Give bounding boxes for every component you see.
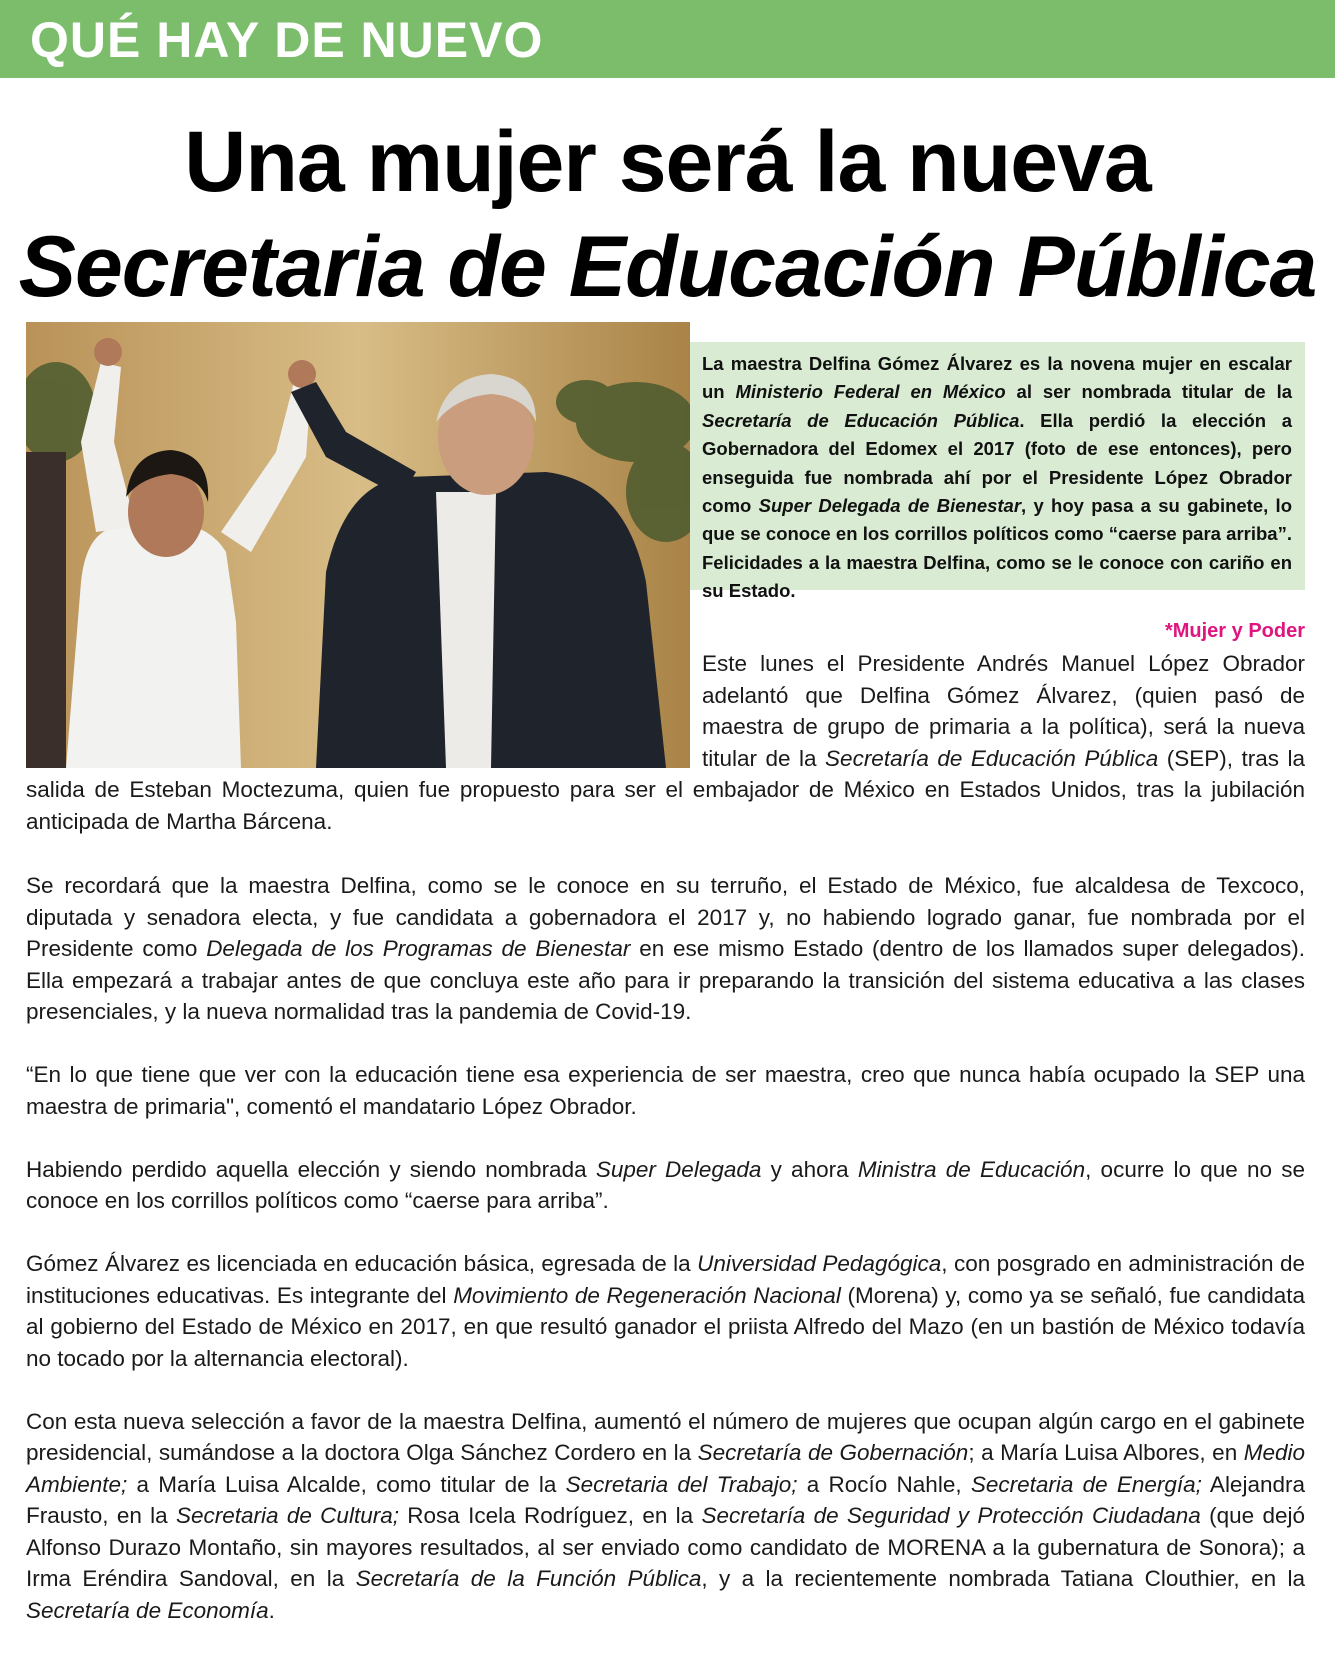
paragraph-3: “En lo que tiene que ver con la educación tiene esa experiencia de ser maestra, creo que nunca había ocupado la SEP una maestra de primaria", comentó el mandatario López Obrador. [26,1062,1305,1119]
paragraph-1: Este lunes el Presidente Andrés Manuel López Obrador adelantó que Delfina Gómez Álvarez, (quien pasó de maestra de grupo de primaria a la política), será la nueva titular de la Secretaría de Educación Pública (SEP), tras la salida de Esteban Moctezuma, quien fue propuesto para ser el embajador de México en Estados Unidos, tras la jubilación anticipada de Martha Bárcena. [26,651,1305,834]
paragraph-6: Con esta nueva selección a favor de la maestra Delfina, aumentó el número de mujeres que ocupan algún cargo en el gabinete presidencial, sumándose a la doctora Olga Sánchez Cordero en la Secretaría de Gobernación; a María Luisa Albores, en Medio Ambiente; a María Luisa Alcalde, como titular de la Secretaria del Trabajo; a Rocío Nahle, Secretaria de Energía; Alejandra Frausto, en la Secretaria de Cultura; Rosa Icela Rodríguez, en la Secretaría de Seguridad y Protección Ciudadana (que dejó Alfonso Durazo Montaño, sin mayores resultados, al ser enviado como candidato de MORENA a la gubernatura de Sonora); a Irma Eréndira Sandoval, en la Secretaría de la Función Pública, y a la recientemente nombrada Tatiana Clouthier, en la Secretaría de Economía. [26,1408,1306,1623]
paragraph-2: Se recordará que la maestra Delfina, como se le conoce en su terruño, el Estado de México, fue alcaldesa de Texcoco, diputada y senadora electa, y fue candidata a gobernadora el 2017 y, no habiendo logrado ganar, fue nombrada por el Presidente como Delegada de los Programas de Bienestar en ese mismo Estado (dentro de los llamados super delegados). Ella empezará a trabajar antes de que concluya este año para ir preparando la transición del sistema educativa a las clases presenciales, y la nueva normalidad tras la pandemia de Covid-19. [26,873,1305,1024]
article-headline [0,112,1335,322]
highlight-box [690,342,1305,602]
paragraph-5: Gómez Álvarez es licenciada en educación básica, egresada de la Universidad Pedagógica, con posgrado en administración de instituciones educativas. Es integrante del Movimiento de Regeneración Nacional (Morena) y, como ya se señaló, fue candidata al gobierno del Estado de México en 2017, en que resultó ganador el priista Alfredo del Mazo (en un bastión de México todavía no tocado por la alternancia electoral). [26,1251,1306,1371]
paragraph-4: Habiendo perdido aquella elección y siendo nombrada Super Delegada y ahora Ministra de Educación, ocurre lo que no se conoce en los corrillos políticos como “caerse para arriba”. [26,1156,1305,1213]
byline: *Mujer y Poder [1164,620,1305,642]
section-banner [0,0,1335,78]
highlight-text: La maestra Delfina Gómez Álvarez es la novena mujer en escalar un Ministerio Federal en México al ser nombrada titular de la Secretaría de Educación Pública. Ella perdió la elección a Gobernadora del Edomex el 2017 (foto de ese entonces), pero enseguida fue nombrada ahí por el Presidente López Obrador como Super Delegada de Bienestar, y hoy pasa a su gabinete, lo que se conoce en los corrillos políticos como “caerse para arriba”. Felicidades a la maestra Delfina, como se le conoce con cariño en su Estado. [702,353,1292,602]
headline-line-1: Una mujer será la nueva [184,114,1151,210]
section-label: QUÉ HAY DE NUEVO [30,12,544,68]
photo-float-spacer [26,648,702,772]
intro-paragraph-wrap [26,648,1305,837]
headline-line-2: Secretaria de Educación Pública [18,219,1317,315]
article-body [26,870,1305,1658]
